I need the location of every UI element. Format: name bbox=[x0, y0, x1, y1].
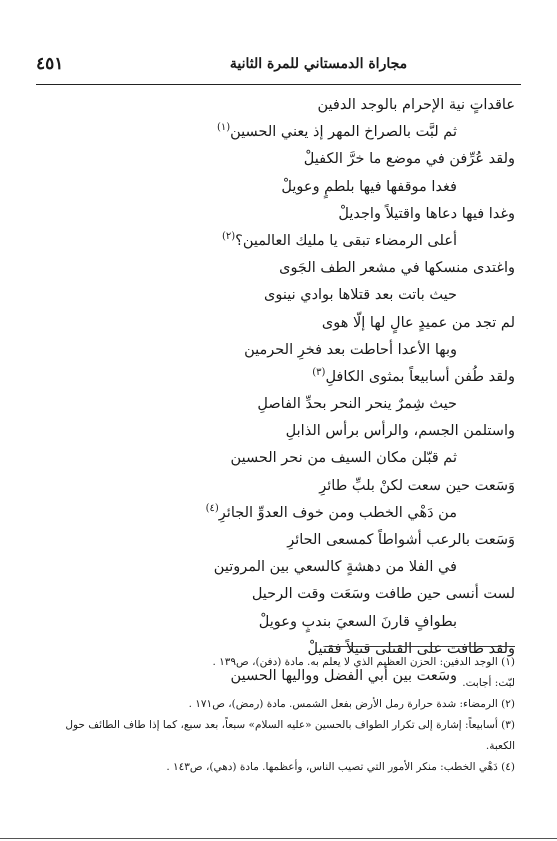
page-bottom-edge bbox=[0, 838, 557, 839]
poem-body bbox=[48, 92, 515, 690]
footnote-marker[interactable]: (٤) bbox=[205, 502, 219, 514]
running-header bbox=[36, 54, 521, 80]
verse-line: حيث باتت بعد قتلاها بوادي نينوى bbox=[263, 287, 457, 304]
footnotes bbox=[40, 652, 515, 778]
verse-line: وسَعت بين أبي الفضل وواليها الحسين bbox=[230, 667, 457, 684]
footnote: (١) الوجد الدفين: الحزن العظيم الذي لا يعلم به. مادة (دفن)، ص١٣٩ . bbox=[212, 656, 515, 668]
verse-line: عاقداتٍ نية الإحرام بالوجد الدفين bbox=[317, 97, 515, 113]
verse-line: وغدا فيها دعاها واقتيلاً واجديلْ bbox=[338, 205, 515, 222]
verse-line: بطوافٍ قارنَ السعيَ بندبٍ وعويلْ bbox=[258, 613, 457, 630]
footnote: الكعبة. bbox=[485, 740, 515, 752]
header-rule bbox=[36, 84, 521, 85]
verse-line: ولقد طُفن أسابيعاً بمثوى الكافلِ$^{(٣)}$ bbox=[312, 367, 515, 385]
verse-line: لست أنسى حين طافت وسَعَت وقت الرحيل bbox=[251, 586, 515, 603]
verse-line: واغتدى منسكها في مشعر الطف الجَوى bbox=[279, 260, 515, 277]
verse-line: وَسَعت بالرعب أشواطاً كمسعى الحائرِ bbox=[287, 532, 515, 548]
running-title: مجاراة الدمستاني للمرة الثانية bbox=[229, 56, 408, 72]
verse-line: وبها الأعدا أحاطت بعد فخرِ الحرمين bbox=[244, 341, 457, 358]
footnote-separator bbox=[325, 646, 515, 647]
verse-line: في الفلا من دهشةٍ كالسعي بين المروتين bbox=[213, 559, 457, 576]
verse-line: واستلمن الجسم، والرأس برأس الذابلِ bbox=[285, 423, 515, 440]
page-number: ٤٥١ bbox=[36, 54, 64, 74]
footnote: (٢) الرمضاء: شدة حرارة رمل الأرض بفعل الشمس. مادة (رمض)، ص١٧١ . bbox=[188, 698, 515, 710]
footnote: (٣) أسابيعاً: إشارة إلى تكرار الطواف بالحسين «عليه السلام» سبعاً، بعد سبع، كما إذا طاف الطائف حول bbox=[65, 719, 515, 731]
footnote: (٤) دَهْي الخطب: منكر الأمور التي تصيب الناس، وأعظمها. مادة (دهي)، ص١٤٣ . bbox=[166, 761, 515, 773]
verse-line: من دَهْي الخطب ومن خوف العدوِّ الجائرِ$^{(٤)}$ bbox=[205, 502, 457, 521]
verse-line: وَسَعت حين سعت لكنْ بلبِّ طائرِ bbox=[319, 477, 515, 494]
footnote-marker[interactable]: (١) bbox=[216, 122, 231, 134]
verse-line: لم تجد من عميدٍ عالٍ لها إلّا هوى bbox=[321, 314, 515, 331]
verse-line: أعلى الرمضاء تبقى يا مليك العالمين؟$^{(٢)}$ bbox=[221, 231, 457, 249]
verse-line: حيث شِمرٌ ينحر النحر بحدِّ الفاصلِ bbox=[257, 396, 457, 413]
verse-line: فغدا موقفها فيها بلطمٍ وعويلْ bbox=[281, 178, 457, 195]
footnote: لبّت: أجابت. bbox=[462, 677, 515, 689]
verse-line: ولقد عُرِّفن في موضع ما خرَّ الكفيلْ bbox=[303, 151, 515, 168]
verse-line: ثم لبَّت بالصراخ المهر إذ يعني الحسين$^{(١)}$ bbox=[216, 122, 457, 141]
footnote-marker[interactable]: (٢) bbox=[221, 231, 236, 243]
footnote-marker[interactable]: (٣) bbox=[312, 367, 326, 379]
verse-line: ثم قبّلن مكان السيف من نحر الحسين bbox=[230, 450, 457, 467]
verse-line: ولقد طافت على القتلى قتيلاً فقتيلْ bbox=[307, 640, 515, 657]
